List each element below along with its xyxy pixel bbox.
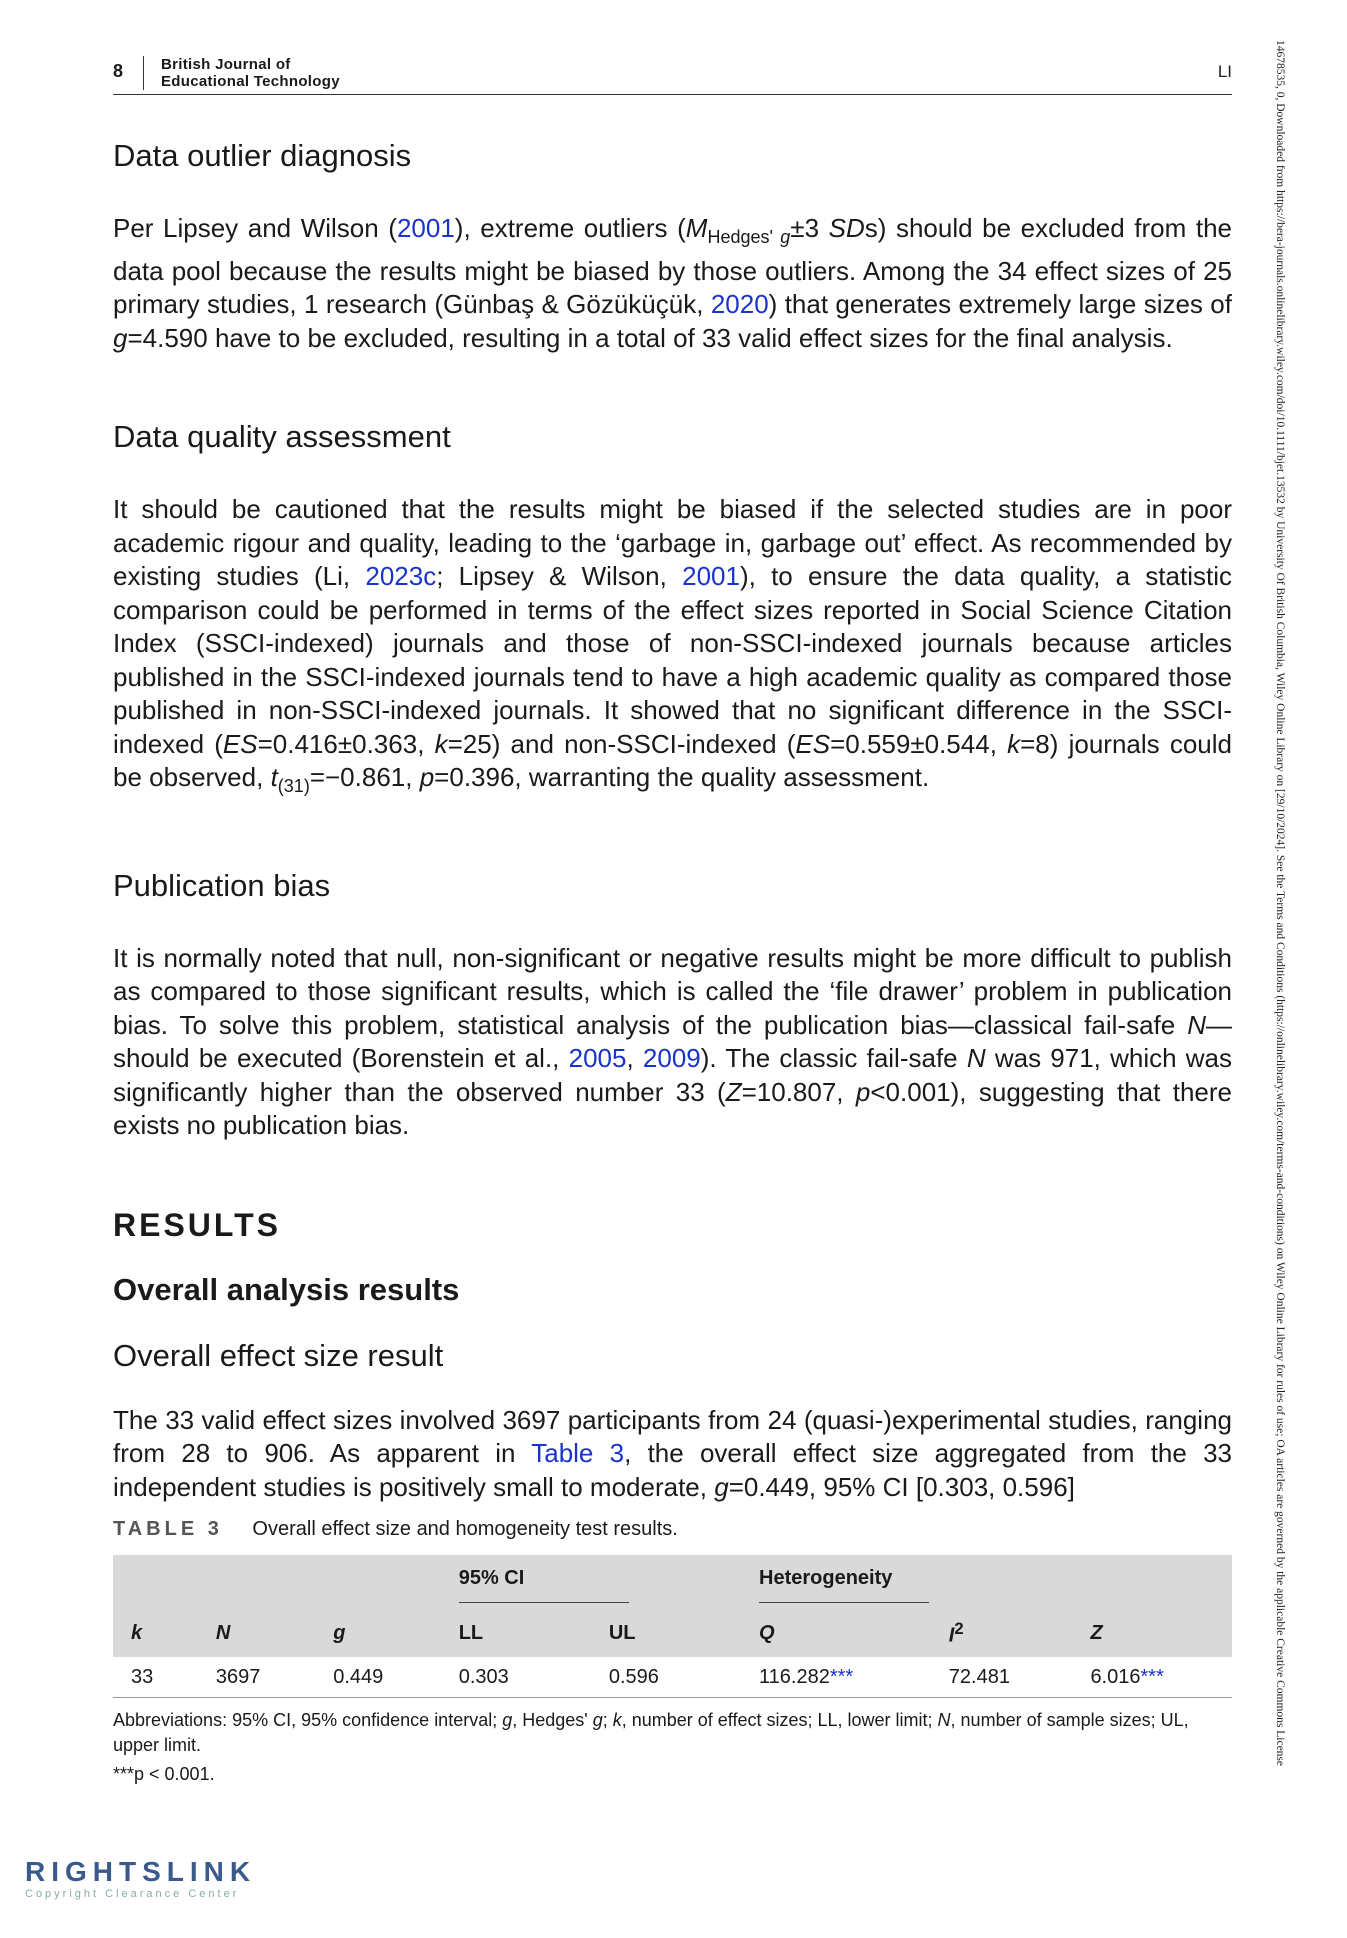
col-header: N	[215, 1621, 231, 1644]
section-title-effect: Overall effect size result	[113, 1337, 444, 1373]
paragraph-bias: It is normally noted that null, non-significant or negative results might be more difficult to publish as compared to those significant results, which is called the ‘file drawer’ problem in publication bias. To solve this problem, statistical analysis of the publication bias—classical fail-safe N—should be executed (Borenstein et al., 2005, 2009). The classic fail-safe N was 971, which was significantly higher than the observed number 33 (Z=10.807, p<0.001), suggesting that there exists no publication bias.	[113, 942, 1233, 1141]
section-title-outlier: Data outlier diagnosis	[113, 138, 412, 173]
col-header: UL	[608, 1621, 636, 1644]
running-author: LI	[1217, 62, 1232, 81]
journal-line-2: Educational Technology	[161, 73, 340, 90]
table-note-abbreviations: Abbreviations: 95% CI, 95% confidence interval; g, Hedges' g; k, number of effect sizes; LL, lower limit; N, number of sample sizes; UL, upper limit.	[113, 1710, 1189, 1756]
paragraph-effect: The 33 valid effect sizes involved 3697 participants from 24 (quasi-)experimental studies, ranging from 28 to 906. As apparent in Table 3, the overall effect size aggregated from the 33 independent studies is positively small to moderate, g=0.449, 95% CI [0.303, 0.596]	[113, 1404, 1233, 1502]
section-title-quality: Data quality assessment	[113, 419, 451, 455]
section-title-overall: Overall analysis results	[113, 1271, 460, 1307]
col-header: Z	[1090, 1621, 1103, 1644]
table-note-significance: ***p < 0.001.	[113, 1764, 215, 1785]
section-title-results: RESULTS	[113, 1206, 281, 1243]
table-link[interactable]: Table 3	[531, 1438, 625, 1469]
table-caption	[113, 1518, 1232, 1541]
col-header: LL	[458, 1621, 484, 1644]
col-header: k	[131, 1621, 143, 1644]
citation-link[interactable]: 2001	[396, 213, 455, 243]
col-header: g	[333, 1621, 346, 1644]
table-label: TABLE 3	[113, 1518, 223, 1541]
col-header: Q	[759, 1621, 775, 1644]
journal-line-1: British Journal of	[161, 56, 291, 73]
journal-name	[161, 56, 340, 90]
group-header-ci: 95% CI	[441, 1555, 741, 1609]
section-title-bias: Publication bias	[113, 867, 331, 903]
group-header-heterogeneity: Heterogeneity	[741, 1555, 1072, 1609]
table-note	[113, 1708, 1232, 1787]
rightslink-logo: RIGHTSLINK Copyright Clearance Center	[25, 1856, 257, 1900]
col-header: $I^2$	[948, 1619, 964, 1647]
article-body	[113, 138, 1232, 1787]
table-caption-text: Overall effect size and homogeneity test results.	[252, 1518, 678, 1541]
table-row: 33 3697 0.449 0.303 0.596 116.282*** 72.481 6.016***	[113, 1657, 1232, 1698]
paragraph-outlier: Per Lipsey and Wilson (2001), extreme outliers ($M_{Hedges' g}\pm 3$ SDs) should be excluded from the data pool because the results might be biased by those outliers. Among the 34 effect sizes of 25 primary studies, 1 research (Günbaş & Gözüküçük, 2020) that generates extremely large sizes of g=4.590 have to be excluded, resulting in a total of 33 valid effect sizes for the final analysis.	[113, 213, 1232, 353]
citation-link[interactable]: 2009	[642, 1043, 701, 1074]
citation-link[interactable]: 2020	[710, 289, 769, 320]
citation-link[interactable]: 2005	[568, 1043, 627, 1074]
citation-link[interactable]: 2023c	[365, 561, 437, 592]
page-header	[113, 52, 1232, 95]
page-number: 8	[113, 61, 124, 81]
citation-link[interactable]: 2001	[682, 561, 740, 592]
results-table	[113, 1555, 1232, 1698]
paragraph-quality: It should be cautioned that the results might be biased if the selected studies are in poor academic rigour and quality, leading to the ‘garbage in, garbage out’ effect. As recommended by existing studies (Li, 2023c; Lipsey & Wilson, 2001), to ensure the data quality, a statistic comparison could be performed in terms of the effect sizes reported in Social Science Citation Index (SSCI-indexed) journals and those of non-SSCI-indexed journals because articles published in the SSCI-indexed journals tend to have a high academic quality as compared those published in non-SSCI-indexed journals. It showed that no significant difference in the SSCI-indexed (ES=0.416±0.363, k=25) and non-SSCI-indexed (ES=0.559±0.544, k=8) journals could be observed, $t_{(31)}=-0.861$, p=0.396, warranting the quality assessment.	[113, 494, 1232, 797]
header-divider	[143, 56, 144, 90]
download-notice: 14678535, 0, Downloaded from https://bera-journals.onlinelibrary.wiley.com/doi/10.1111/bjet.13532 by University Of British Columbia, Wiley Online Library on [29/10/2024]. See the Terms and Conditions (https://onlinelibrary.wiley.com/terms-and-conditions) on Wiley Online Library for rules of use; OA articles are governed by the applicable Creative Commons License	[1274, 40, 1286, 1766]
